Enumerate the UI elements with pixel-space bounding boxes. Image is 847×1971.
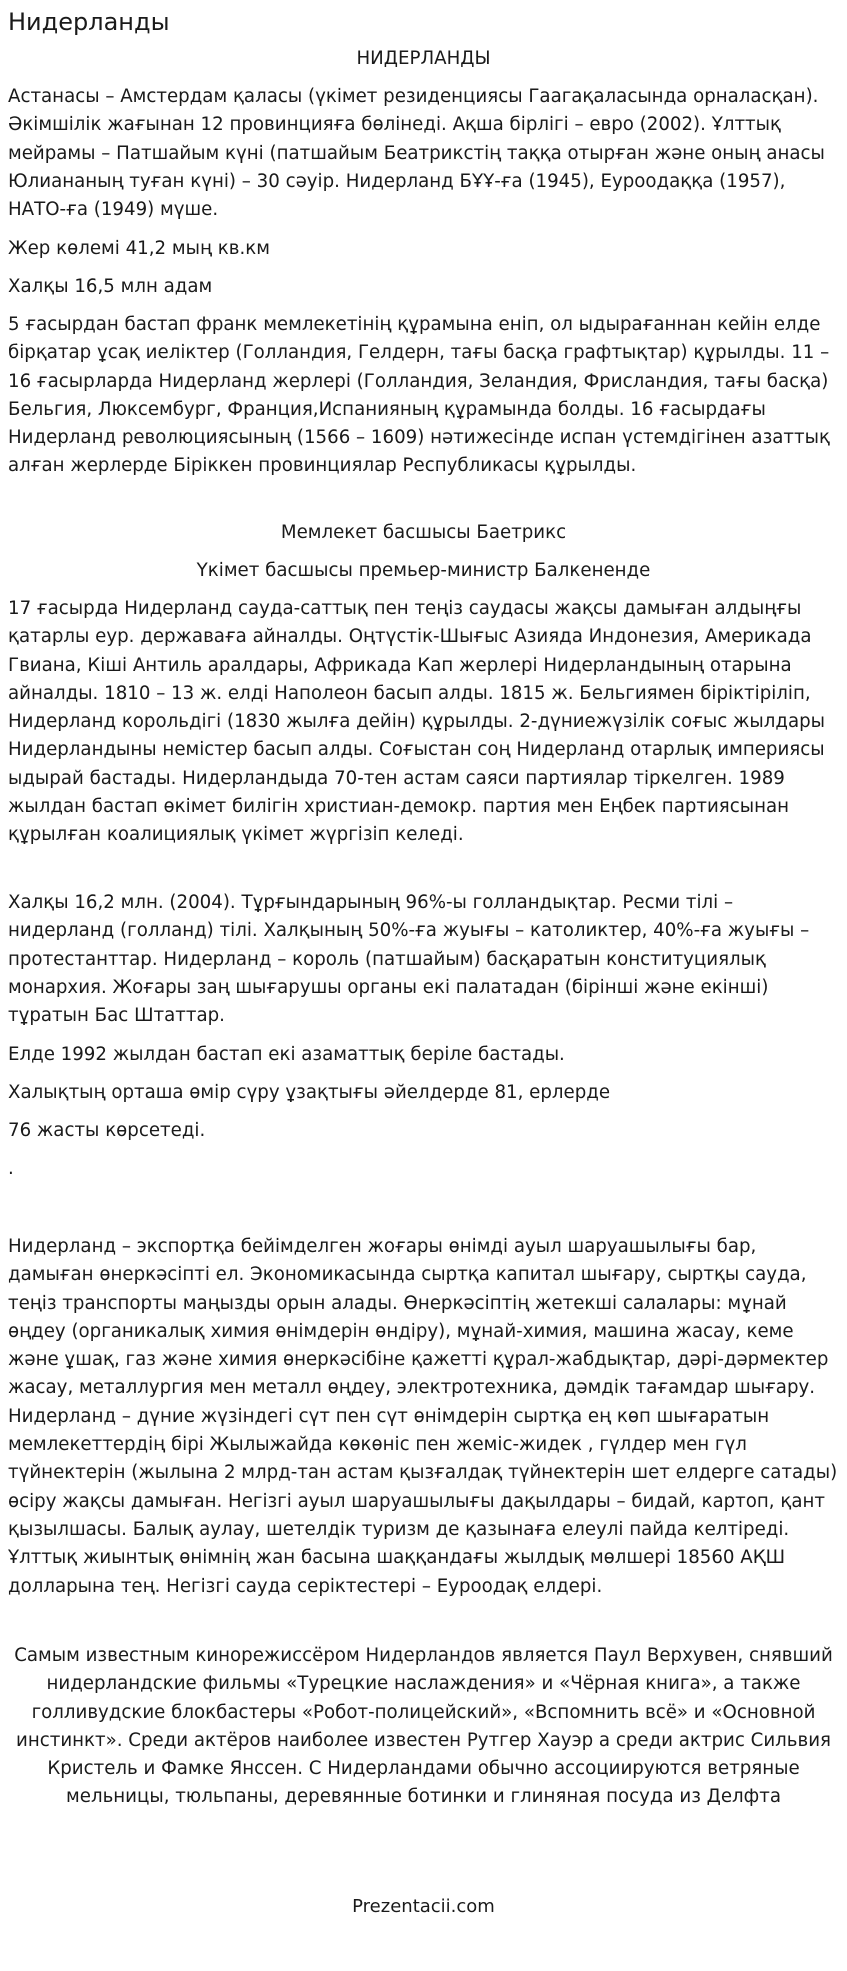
paragraph-economy: Нидерланд – экспортқа бейімделген жоғары өнімді ауыл шаруашылығы бар, дамыған өнеркәсіпті ел. Экономикасында сыртқа капитал шығару, сыртқы сауда, теңіз транспорты маңызды орын алады. Өнеркәсіптің жетекші салалары: мұнай өңдеу (органикалық химия өнімдерін өндіру), мұнай-химия, машина жасау, кеме және ұшақ, газ және химия өнеркәсібіне қажетті құрал-жабдықтар, дәрі-дәрмектер жасау, металлургия мен металл өңдеу, электротехника, дәмдік тағамдар шығару. Нидерланд – дүние жүзіндегі сүт пен сүт өнімдерін сыртқа ең көп шығаратын мемлекеттердің бірі Жылыжайда көкөніс пен жеміс-жидек , гүлдер мен гүл түйнектерін (жылына 2 млрд-тан астам қызғалдақ түйнектерін шет елдерге сатады) өсіру жақсы дамыған. Негізгі ауыл шаруашылығы дақылдары – бидай, картоп, қант қызылшасы. Балық аулау, шетелдік туризм де қазынаға елеулі пайда келтіреді. Ұлттық жиынтық өнімнің жан басына шаққандағы жылдық мөлшері 18560 АҚШ долларына тең. Негізгі сауда серіктестері – Еуроодақ елдері. xyxy=(8,1236,838,1597)
paragraph-demographics: Халқы 16,2 млн. (2004). Тұрғындарының 96%-ы голландықтар. Ресми тілі – нидерланд (голланд) тілі. Халқының 50%-ға жуығы – католиктер, 40%-ға жуығы – протестанттар. Нидерланд – король (патшайым) басқаратын конституциялық монархия. Жоғары заң шығарушы органы екі палатадан (бірінші және екінші) тұратын Бас Штаттар. xyxy=(8,892,810,1027)
paragraph-population: Халқы 16,5 млн адам xyxy=(8,276,213,297)
paragraph-life-expectancy-1: Халықтың орташа өмір сүру ұзақтығы әйелдерде 81, ерлерде xyxy=(8,1082,611,1103)
paragraph-area: Жер көлемі 41,2 мың кв.км xyxy=(8,238,270,259)
paragraph-life-expectancy-2: 76 жасты көрсетеді. xyxy=(8,1120,206,1141)
paragraph-intro: Астанасы – Амстердам қаласы (үкімет резиденциясы Гаагақаласында орналасқан). Әкімшілік жағынан 12 провинцияға бөлінеді. Ақша бірлігі – евро (2002). Ұлттық мейрамы – Патшайым күні (патшайым Беатрикстің таққа отырған және оның анасы Юлиананың туған күні) – 30 сәуір. Нидерланд БҰҰ-ға (1945), Еуроодаққа (1957), НАТО-ға (1949) мүше. xyxy=(8,86,825,221)
section-heading: НИДЕРЛАНДЫ xyxy=(356,48,491,69)
paragraph-culture: Самым известным кинорежиссёром Нидерландов является Паул Верхувен, снявший нидерландские фильмы «Турецкие наслаждения» и «Чёрная книга», а также голливудские блокбастеры «Робот-полицейский», «Вспомнить всё» и «Основной инстинкт». Среди актёров наиболее известен Рутгер Хауэр а среди актрис Сильвия Кристель и Фамке Янссен. С Нидерландами обычно ассоциируются ветряные мельницы, тюльпаны, деревянные ботинки и глиняная посуда из Делфта xyxy=(14,1645,833,1808)
paragraph-history-later: 17 ғасырда Нидерланд сауда-саттық пен теңіз саудасы жақсы дамыған алдыңғы қатарлы еур. державаға айналды. Оңтүстік-Шығыс Азияда Индонезия, Америкада Гвиана, Кіші Антиль аралдары, Африкада Кап жерлері Нидерландының отарына айналды. 1810 – 13 ж. елді Наполеон басып алды. 1815 ж. Бельгиямен біріктіріліп, Нидерланд корольдігі (1830 жылға дейін) құрылды. 2-дүниежүзілік соғыс жылдары Нидерландыны немістер басып алды. Соғыстан соң Нидерланд отарлық империясы ыдырай бастады. Нидерландыда 70-тен астам саяси партиялар тіркелген. 1989 жылдан бастап өкімет билігін христиан-демокр. партия мен Еңбек партиясынан құрылған коалициялық үкімет жүргізіп келеді. xyxy=(8,598,826,846)
paragraph-dot: . xyxy=(8,1158,14,1179)
footer-source: Prezentacii.com xyxy=(352,1896,495,1917)
paragraph-head-of-state: Мемлекет басшысы Баетрикс xyxy=(280,522,567,543)
paragraph-history-early: 5 ғасырдан бастап франк мемлекетінің құрамына еніп, ол ыдырағаннан кейін елде бірқатар ұсақ иеліктер (Голландия, Гелдерн, тағы басқа графтықтар) құрылды. 11 – 16 ғасырларда Нидерланд жерлері (Голландия, Зеландия, Фрисландия, тағы басқа) Бельгия, Люксембург, Франция,Испанияның құрамында болды. 16 ғасырдағы Нидерланд революциясының (1566 – 1609) нәтижесінде испан үстемдігінен азаттық алған жерлерде Біріккен провинциялар Республикасы құрылды. xyxy=(8,314,830,477)
paragraph-citizenship: Елде 1992 жылдан бастап екі азаматтық беріле бастады. xyxy=(8,1044,565,1065)
document-title: Нидерланды xyxy=(8,8,170,36)
paragraph-head-of-government: Үкімет басшысы премьер-министр Балкененде xyxy=(196,560,651,581)
